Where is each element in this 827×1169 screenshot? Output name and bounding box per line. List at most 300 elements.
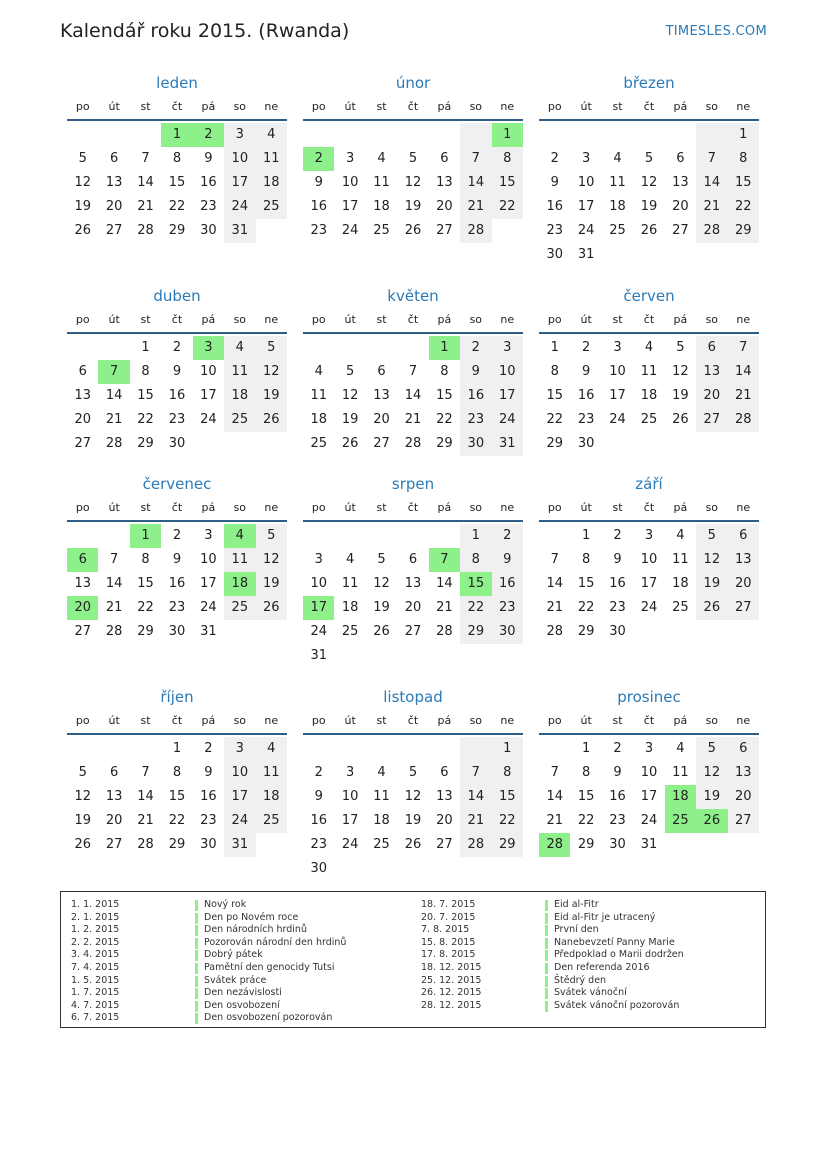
empty-cell [193, 432, 224, 456]
holiday-date: 3. 4. 2015 [71, 949, 120, 961]
day-cell: 25 [609, 223, 626, 238]
empty-cell [696, 123, 727, 147]
day-cell: 1 [581, 741, 591, 756]
day-cell: 16 [546, 199, 563, 214]
holiday-date: 7. 4. 2015 [71, 961, 120, 973]
holiday-marker [195, 900, 198, 911]
empty-cell [98, 123, 129, 147]
day-cell: 11 [373, 789, 390, 804]
month-name: říjen [160, 688, 194, 706]
holiday-name: Den nezávislosti [204, 987, 282, 999]
weekday-label: po [75, 501, 90, 514]
weekday-label: so [233, 501, 247, 514]
day-cell: 8 [141, 552, 150, 567]
day-cell: 9 [172, 364, 182, 379]
day-cell: 25 [640, 412, 658, 427]
legend-row [61, 987, 346, 1000]
empty-cell [256, 833, 287, 857]
day-cell: 1 [429, 336, 460, 360]
day-cell: 29 [577, 837, 595, 852]
empty-cell [303, 524, 334, 548]
day-cell: 16 [200, 789, 217, 804]
month-2 [539, 73, 759, 267]
weekday-label: so [705, 714, 719, 727]
day-cell: 5 [696, 524, 727, 548]
legend-row [61, 962, 346, 975]
day-cell: 13 [728, 548, 759, 572]
day-cell: 8 [492, 147, 523, 171]
empty-cell [602, 243, 633, 267]
day-grid [67, 524, 287, 644]
day-cell: 26 [640, 223, 658, 238]
empty-cell [665, 432, 696, 456]
weekday-label: pá [201, 714, 216, 727]
day-cell: 11 [672, 552, 689, 567]
weekday-label: út [344, 100, 356, 113]
day-cell: 12 [256, 548, 287, 572]
weekday-header [303, 95, 523, 121]
day-cell: 12 [74, 175, 91, 190]
day-cell: 18 [665, 785, 696, 809]
weekday-label: út [108, 313, 120, 326]
day-cell: 6 [377, 364, 386, 379]
holiday-date: 1. 1. 2015 [71, 899, 120, 910]
day-cell: 15 [436, 388, 453, 403]
empty-cell [539, 737, 570, 761]
day-cell: 23 [460, 408, 491, 432]
day-cell: 23 [168, 412, 186, 427]
empty-cell [492, 857, 523, 881]
weekday-header [67, 709, 287, 735]
holiday-name: Předpoklad o Marii dodržen [554, 949, 684, 961]
day-cell: 26 [696, 809, 727, 833]
holiday-marker [195, 976, 198, 987]
weekday-label: po [311, 714, 326, 727]
day-cell: 23 [609, 600, 626, 615]
weekday-label: st [612, 313, 623, 326]
day-cell: 25 [224, 408, 255, 432]
day-cell: 17 [640, 576, 658, 591]
weekday-label: pá [437, 313, 452, 326]
day-cell: 8 [728, 147, 759, 171]
day-cell: 19 [640, 199, 658, 214]
day-cell: 4 [644, 340, 654, 355]
day-cell: 7 [109, 552, 119, 567]
empty-cell [303, 336, 334, 360]
day-grid [303, 737, 523, 881]
weekday-label: čt [171, 100, 183, 113]
empty-cell [633, 432, 664, 456]
holiday-date: 17. 8. 2015 [421, 949, 476, 961]
day-cell: 16 [168, 388, 186, 403]
day-cell: 9 [314, 789, 323, 804]
empty-cell [334, 336, 365, 360]
day-cell: 11 [224, 360, 255, 384]
day-cell: 6 [109, 151, 119, 166]
day-cell: 24 [310, 624, 327, 639]
day-cell: 29 [577, 624, 595, 639]
day-cell: 2 [303, 147, 334, 171]
day-cell: 25 [310, 436, 327, 451]
weekday-header [303, 308, 523, 334]
day-grid [67, 123, 287, 243]
day-cell: 31 [200, 624, 217, 639]
empty-cell [696, 833, 727, 857]
legend-row [411, 975, 684, 988]
holiday-marker [545, 913, 548, 924]
weekday-label: ne [500, 100, 515, 113]
empty-cell [728, 620, 759, 644]
day-cell: 17 [492, 384, 523, 408]
day-cell: 5 [256, 524, 287, 548]
day-cell: 25 [373, 837, 390, 852]
day-cell: 28 [460, 219, 491, 243]
day-cell: 4 [314, 364, 323, 379]
weekday-header [303, 709, 523, 735]
day-cell: 20 [728, 785, 759, 809]
empty-cell [665, 833, 696, 857]
holiday-date: 2. 1. 2015 [71, 911, 120, 923]
weekday-label: čt [407, 313, 419, 326]
day-cell: 14 [436, 576, 453, 591]
day-cell: 7 [98, 360, 129, 384]
day-cell: 21 [436, 600, 453, 615]
holiday-name: Svátek vánoční [554, 987, 627, 999]
day-cell: 8 [581, 765, 591, 780]
day-cell: 17 [200, 388, 217, 403]
month-name: červen [623, 287, 675, 305]
day-cell: 20 [67, 596, 98, 620]
day-cell: 12 [696, 548, 727, 572]
day-cell: 1 [492, 123, 523, 147]
holiday-marker [545, 976, 548, 987]
month-10 [303, 687, 523, 881]
day-cell: 26 [404, 837, 422, 852]
holiday-marker [195, 938, 198, 949]
day-cell: 24 [341, 837, 359, 852]
weekday-label: čt [643, 100, 655, 113]
weekday-header [67, 308, 287, 334]
day-cell: 20 [436, 813, 453, 828]
day-cell: 9 [613, 765, 622, 780]
day-cell: 28 [539, 833, 570, 857]
weekday-label: st [140, 100, 151, 113]
month-name: duben [153, 287, 201, 305]
day-cell: 27 [728, 809, 759, 833]
holiday-marker [195, 963, 198, 974]
weekday-label: ne [500, 313, 515, 326]
day-cell: 7 [460, 147, 491, 171]
holiday-date: 1. 2. 2015 [71, 924, 120, 936]
month-0 [67, 73, 287, 243]
day-cell: 17 [303, 596, 334, 620]
day-cell: 29 [168, 837, 186, 852]
day-cell: 22 [492, 195, 523, 219]
day-cell: 7 [460, 761, 491, 785]
day-cell: 17 [341, 813, 359, 828]
day-cell: 30 [310, 861, 327, 876]
brand-link[interactable]: TIMESLES.COM [665, 24, 767, 39]
day-cell: 6 [676, 151, 685, 166]
day-cell: 23 [609, 813, 626, 828]
day-cell: 10 [577, 175, 595, 190]
day-cell: 13 [672, 175, 689, 190]
day-cell: 6 [728, 524, 759, 548]
day-cell: 11 [341, 576, 359, 591]
day-cell: 27 [404, 624, 422, 639]
day-cell: 7 [141, 151, 150, 166]
day-cell: 31 [224, 219, 255, 243]
day-cell: 22 [168, 813, 186, 828]
day-cell: 24 [200, 600, 217, 615]
day-cell: 1 [728, 123, 759, 147]
weekday-label: ne [264, 501, 279, 514]
day-cell: 22 [546, 412, 563, 427]
day-cell: 22 [436, 412, 453, 427]
weekday-label: ne [736, 100, 751, 113]
empty-cell [256, 432, 287, 456]
day-cell: 23 [168, 600, 186, 615]
day-cell: 7 [429, 548, 460, 572]
day-cell: 19 [256, 384, 287, 408]
empty-cell [429, 644, 460, 668]
day-cell: 21 [546, 813, 563, 828]
day-cell: 20 [436, 199, 453, 214]
day-cell: 29 [168, 223, 186, 238]
holiday-marker [545, 925, 548, 936]
day-cell: 3 [345, 765, 355, 780]
day-cell: 22 [728, 195, 759, 219]
day-cell: 4 [345, 552, 355, 567]
day-cell: 21 [696, 195, 727, 219]
empty-cell [397, 737, 428, 761]
empty-cell [334, 524, 365, 548]
holiday-name: Svátek vánoční pozorován [554, 999, 680, 1011]
holiday-date: 20. 7. 2015 [421, 911, 476, 923]
empty-cell [728, 833, 759, 857]
day-cell: 21 [460, 195, 491, 219]
day-cell: 7 [550, 552, 559, 567]
day-cell: 14 [460, 171, 491, 195]
empty-cell [460, 857, 491, 881]
day-cell: 6 [440, 151, 449, 166]
legend-row [411, 962, 684, 975]
day-cell: 29 [137, 624, 154, 639]
weekday-label: ne [736, 313, 751, 326]
day-cell: 13 [74, 388, 91, 403]
weekday-label: pá [201, 501, 216, 514]
weekday-header [539, 709, 759, 735]
weekday-label: st [376, 313, 387, 326]
day-cell: 1 [161, 123, 192, 147]
day-cell: 11 [609, 175, 626, 190]
weekday-label: po [75, 313, 90, 326]
day-cell: 28 [546, 624, 563, 639]
weekday-label: út [108, 100, 120, 113]
weekday-label: st [140, 313, 151, 326]
legend-row [61, 1000, 346, 1013]
empty-cell [460, 123, 491, 147]
day-cell: 30 [168, 436, 186, 451]
day-cell: 2 [204, 741, 213, 756]
day-grid [539, 737, 759, 857]
legend-row [61, 924, 346, 937]
empty-cell [334, 123, 365, 147]
day-cell: 5 [345, 364, 355, 379]
weekday-label: ne [736, 714, 751, 727]
day-cell: 13 [696, 360, 727, 384]
empty-cell [570, 123, 601, 147]
day-cell: 25 [672, 600, 689, 615]
day-cell: 17 [224, 785, 255, 809]
empty-cell [665, 123, 696, 147]
day-cell: 10 [609, 364, 626, 379]
day-cell: 19 [256, 572, 287, 596]
month-9 [67, 687, 287, 857]
holiday-date: 4. 7. 2015 [71, 999, 120, 1011]
day-cell: 28 [105, 436, 123, 451]
day-cell: 17 [609, 388, 626, 403]
empty-cell [665, 243, 696, 267]
day-cell: 22 [577, 600, 595, 615]
day-cell: 20 [728, 572, 759, 596]
day-cell: 19 [696, 785, 727, 809]
weekday-label: pá [437, 100, 452, 113]
day-cell: 23 [577, 412, 595, 427]
weekday-label: ne [264, 100, 279, 113]
day-cell: 31 [310, 648, 327, 663]
weekday-label: čt [407, 100, 419, 113]
day-cell: 16 [200, 175, 217, 190]
empty-cell [429, 524, 460, 548]
day-cell: 18 [341, 600, 359, 615]
holiday-marker [195, 1013, 198, 1024]
weekday-label: čt [171, 714, 183, 727]
day-cell: 15 [546, 388, 563, 403]
day-cell: 26 [341, 436, 359, 451]
holiday-marker [195, 950, 198, 961]
empty-cell [67, 336, 98, 360]
holiday-name: Pozorován národní den hrdinů [204, 936, 347, 948]
legend-column-right [411, 899, 684, 1012]
day-cell: 26 [672, 412, 689, 427]
day-grid [67, 737, 287, 857]
day-cell: 5 [256, 336, 287, 360]
day-cell: 5 [696, 737, 727, 761]
day-cell: 11 [256, 761, 287, 785]
day-cell: 1 [550, 340, 559, 355]
weekday-label: st [140, 714, 151, 727]
empty-cell [67, 737, 98, 761]
day-cell: 28 [696, 219, 727, 243]
day-cell: 16 [577, 388, 595, 403]
day-cell: 15 [168, 789, 186, 804]
weekday-label: pá [673, 313, 688, 326]
day-cell: 14 [546, 789, 563, 804]
day-cell: 16 [609, 576, 626, 591]
empty-cell [429, 857, 460, 881]
empty-cell [602, 123, 633, 147]
day-cell: 22 [137, 600, 154, 615]
holiday-marker [545, 1001, 548, 1012]
day-cell: 30 [168, 624, 186, 639]
weekday-label: čt [171, 501, 183, 514]
day-cell: 9 [204, 765, 213, 780]
day-cell: 9 [550, 175, 559, 190]
day-cell: 30 [577, 436, 595, 451]
day-cell: 15 [137, 388, 154, 403]
day-cell: 27 [436, 223, 453, 238]
weekday-label: st [376, 714, 387, 727]
day-cell: 19 [74, 199, 91, 214]
day-cell: 4 [256, 737, 287, 761]
empty-cell [366, 644, 397, 668]
weekday-label: út [344, 501, 356, 514]
day-cell: 6 [408, 552, 418, 567]
weekday-label: ne [500, 714, 515, 727]
day-cell: 18 [373, 199, 390, 214]
day-cell: 14 [696, 171, 727, 195]
day-cell: 2 [613, 528, 622, 543]
weekday-label: st [612, 501, 623, 514]
day-cell: 25 [256, 195, 287, 219]
holiday-marker [195, 1001, 198, 1012]
weekday-label: so [705, 501, 719, 514]
empty-cell [224, 432, 255, 456]
day-cell: 27 [728, 596, 759, 620]
day-cell: 27 [672, 223, 689, 238]
holiday-name: Svátek práce [204, 974, 267, 986]
day-grid [539, 336, 759, 456]
day-cell: 18 [609, 199, 626, 214]
empty-cell [460, 737, 491, 761]
day-cell: 19 [74, 813, 91, 828]
weekday-label: so [233, 714, 247, 727]
day-cell: 24 [609, 412, 626, 427]
weekday-label: po [75, 100, 90, 113]
day-cell: 22 [460, 596, 491, 620]
day-cell: 22 [137, 412, 154, 427]
day-cell: 1 [141, 340, 150, 355]
day-cell: 27 [436, 837, 453, 852]
legend-row [61, 912, 346, 925]
weekday-label: ne [500, 501, 515, 514]
empty-cell [696, 243, 727, 267]
month-1 [303, 73, 523, 243]
day-cell: 18 [256, 785, 287, 809]
day-cell: 20 [105, 199, 123, 214]
day-cell: 24 [640, 813, 658, 828]
day-cell: 28 [105, 624, 123, 639]
day-cell: 15 [577, 789, 595, 804]
empty-cell [366, 524, 397, 548]
day-cell: 16 [168, 576, 186, 591]
day-cell: 12 [672, 364, 689, 379]
day-cell: 10 [492, 360, 523, 384]
day-cell: 2 [550, 151, 559, 166]
empty-cell [98, 336, 129, 360]
day-cell: 16 [492, 572, 523, 596]
day-grid [303, 336, 523, 456]
day-cell: 10 [341, 789, 359, 804]
day-cell: 25 [341, 624, 359, 639]
day-cell: 20 [105, 813, 123, 828]
day-cell: 21 [137, 813, 154, 828]
day-cell: 15 [168, 175, 186, 190]
weekday-label: po [547, 501, 562, 514]
weekday-label: st [140, 501, 151, 514]
empty-cell [429, 123, 460, 147]
